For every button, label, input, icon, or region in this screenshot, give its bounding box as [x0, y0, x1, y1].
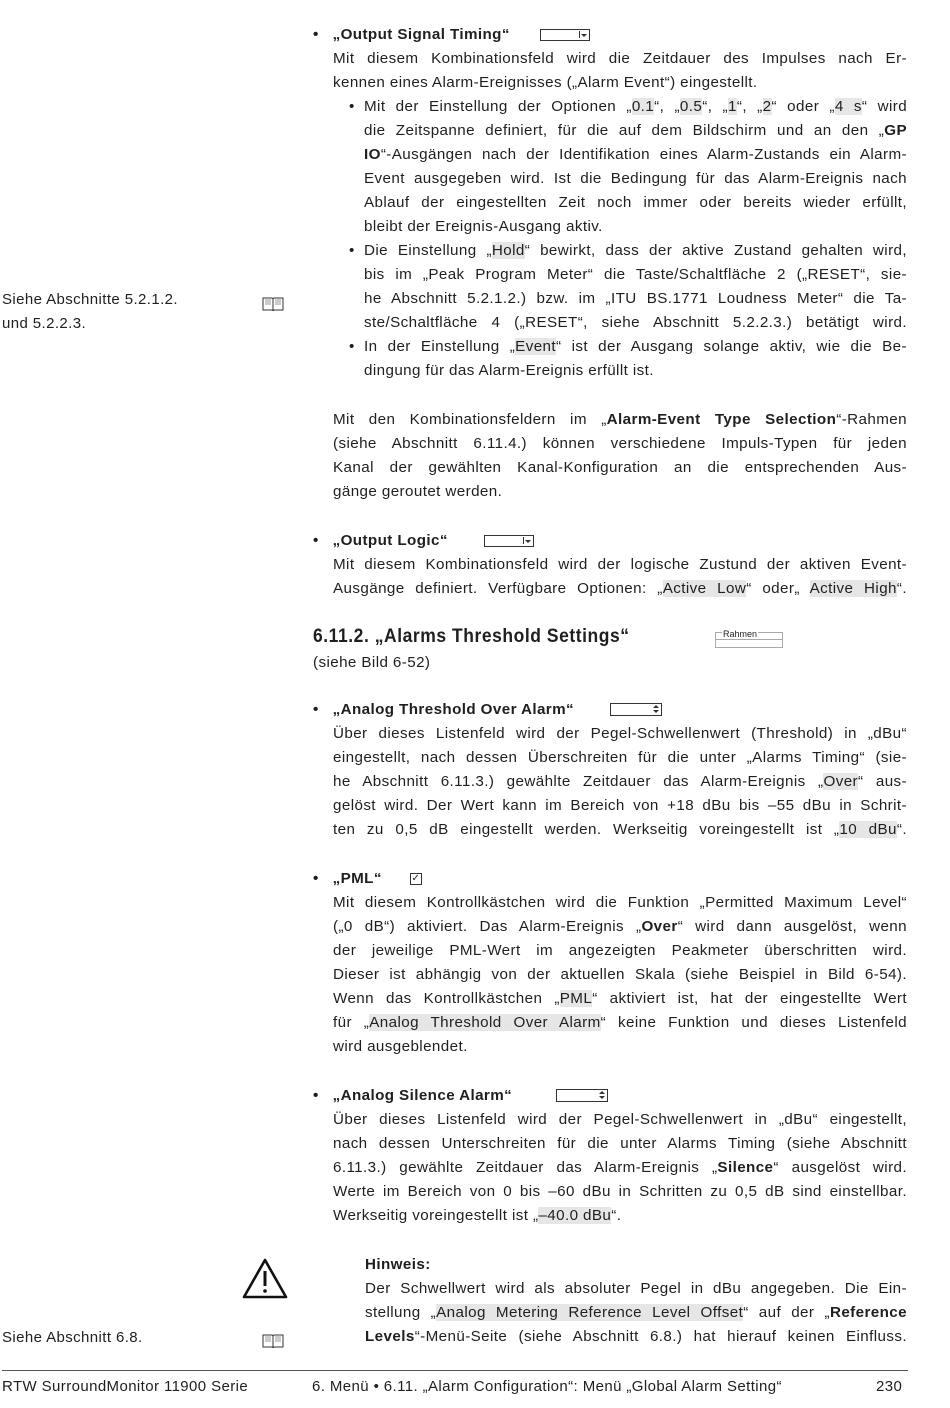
- text-line: Mit diesem Kombinationsfeld wird die Zeitdauer des Impulses nach Er-: [333, 50, 907, 67]
- section-title: • „Analog Silence Alarm“: [313, 1084, 913, 1108]
- sidebar-reference: Siehe Abschnitt 6.8.: [2, 1329, 143, 1346]
- section-body: [333, 47, 907, 95]
- text-line: bis im „Peak Program Meter“ die Taste/Schaltfläche 2 („RESET“, sie-: [364, 266, 907, 283]
- section-pml: [313, 867, 913, 891]
- text-line: kennen eines Alarm-Ereignisses („Alarm Event“) eingestellt.: [333, 74, 758, 91]
- note-title: Hinweis:: [365, 1256, 431, 1273]
- footer-title: RTW SurroundMonitor 11900 Serie: [2, 1378, 249, 1395]
- footer-breadcrumb: 6. Menü • 6.11. „Alarm Configuration“: Menü „Global Alarm Setting“: [312, 1378, 782, 1395]
- open-book-icon: [262, 1333, 284, 1349]
- section-analog-threshold-over-alarm: [313, 698, 913, 722]
- section-analog-silence-alarm: [313, 1084, 913, 1108]
- text-line: Event ausgegeben wird. Ist die Bedingung für das Alarm-Ereignis nach: [364, 170, 907, 187]
- section-body: Über dieses Listenfeld wird der Pegel-Schwellenwert (Threshold) in „dBu“ eingestellt, nach dessen Überschreiten für die unter „Alarms Timing“ (sie- he Abschnitt 6.11.3.) gewählte Zeitdauer das Alarm-Ereignis „Over“ aus- gelöst wird. Der Wert kann im Bereich von +18 dBu bis –55 dBu in Schrit- ten zu 0,5 dB eingestellt werden. Werkseitig voreingestellt ist „10 dBu“.: [333, 725, 907, 838]
- note-box: Hinweis: Der Schwellwert wird als absoluter Pegel in dBu angegeben. Die Ein- stellung „Analog Metering Reference Level Offset“ auf der „Reference Levels“-Menü-Seite (siehe Abschnitt 6.8.) hat hierauf keinen Einfluss.: [365, 1253, 907, 1349]
- text-line: dingung für das Alarm-Ereignis erfüllt ist.: [364, 362, 654, 379]
- warning-triangle-icon: [242, 1258, 288, 1300]
- sidebar-reference-line: und 5.2.2.3.: [2, 315, 87, 332]
- spin-box-icon: [556, 1089, 608, 1102]
- spin-box-icon: [610, 703, 662, 716]
- section-heading: [313, 626, 913, 652]
- page-title: 6.11.2. „Alarms Threshold Settings“: [313, 626, 630, 647]
- paragraph: Mit den Kombinationsfeldern im „Alarm-Event Type Selection“-Rahmen (siehe Abschnitt 6.11.4.) können verschiedene Impuls-Typen für jeden Kanal der gewählten Kanal-Konfiguration an die entsprechenden Aus- gänge geroutet werden.: [333, 411, 907, 500]
- frame-icon: Rahmen: [715, 632, 783, 648]
- list-item: • Die Einstellung „Hold“ bewirkt, dass der aktive Zustand gehalten wird,: [349, 242, 907, 259]
- combo-box-icon: [484, 535, 534, 547]
- text-line: ste/Schaltfläche 4 („RESET“, siehe Abschnitt 5.2.2.3.) betätigt wird.: [364, 314, 907, 331]
- heading-subtitle: (siehe Bild 6-52): [313, 654, 431, 671]
- text-line: die Zeitspanne definiert, für die auf dem Bildschirm und an den „GP: [364, 122, 907, 139]
- text-line: he Abschnitt 5.2.1.2.) bzw. im „ITU BS.1771 Loudness Meter“ die Ta-: [364, 290, 907, 307]
- list-item: • Mit der Einstellung der Optionen „0.1“, „0.5“, „1“, „2“ oder „4 s“ wird: [349, 98, 907, 115]
- section-output-logic: [313, 529, 913, 553]
- open-book-icon: [262, 296, 284, 312]
- section-output-signal-timing: [313, 23, 913, 47]
- section-body: Mit diesem Kombinationsfeld wird der logische Zustund der aktiven Event- Ausgänge definiert. Verfügbare Optionen: „Active Low“ oder„ Active High“.: [333, 556, 907, 597]
- footer-divider: [2, 1370, 908, 1371]
- text-line: Ablauf der eingestellten Zeit noch immer oder bereits wieder erfüllt,: [364, 194, 907, 211]
- list-item: • In der Einstellung „Event“ ist der Ausgang solange aktiv, wie die Be-: [349, 338, 907, 355]
- text-line: bleibt der Ereignis-Ausgang aktiv.: [364, 218, 603, 235]
- page-number: 230: [876, 1378, 903, 1395]
- section-body: Mit diesem Kontrollkästchen wird die Funktion „Permitted Maximum Level“ („0 dB“) aktiviert. Das Alarm-Ereignis „Over“ wird dann ausgelöst, wenn der jeweilige PML-Wert im angezeigten Peakmeter überschritten wird. Dieser ist abhängig von der aktuellen Skala (siehe Beispiel in Bild 6-54). Wenn das Kontrollkästchen „PML“ aktiviert ist, hat der eingestellte Wert für „Analog Threshold Over Alarm“ keine Funktion und dieses Listenfeld wird ausgeblendet.: [333, 894, 907, 1055]
- section-title: • „PML“ ✓: [313, 870, 421, 887]
- section-body: Über dieses Listenfeld wird der Pegel-Schwellenwert in „dBu“ eingestellt, nach dessen Unterschreiten für die unter Alarms Timing (siehe Abschnitt 6.11.3.) gewählte Zeitdauer das Alarm-Ereignis „Silence“ ausgelöst wird. Werte im Bereich von 0 bis –60 dBu in Schritten zu 0,5 dB sind einstellbar. Werkseitig voreingestellt ist „–40.0 dBu“.: [333, 1111, 907, 1224]
- combo-box-icon: [540, 29, 590, 41]
- sidebar-reference: [2, 288, 178, 336]
- section-title: • „Output Logic“: [313, 529, 913, 553]
- sub-bullet-list: [349, 95, 907, 383]
- sidebar-reference-line: Siehe Abschnitte 5.2.1.2.: [2, 291, 178, 308]
- text-line: IO“-Ausgängen nach der Identifikation eines Alarm-Zustands ein Alarm-: [364, 146, 907, 163]
- section-title: • „Analog Threshold Over Alarm“: [313, 698, 913, 722]
- checkbox-icon: ✓: [411, 872, 421, 884]
- section-title: • „Output Signal Timing“: [313, 23, 913, 47]
